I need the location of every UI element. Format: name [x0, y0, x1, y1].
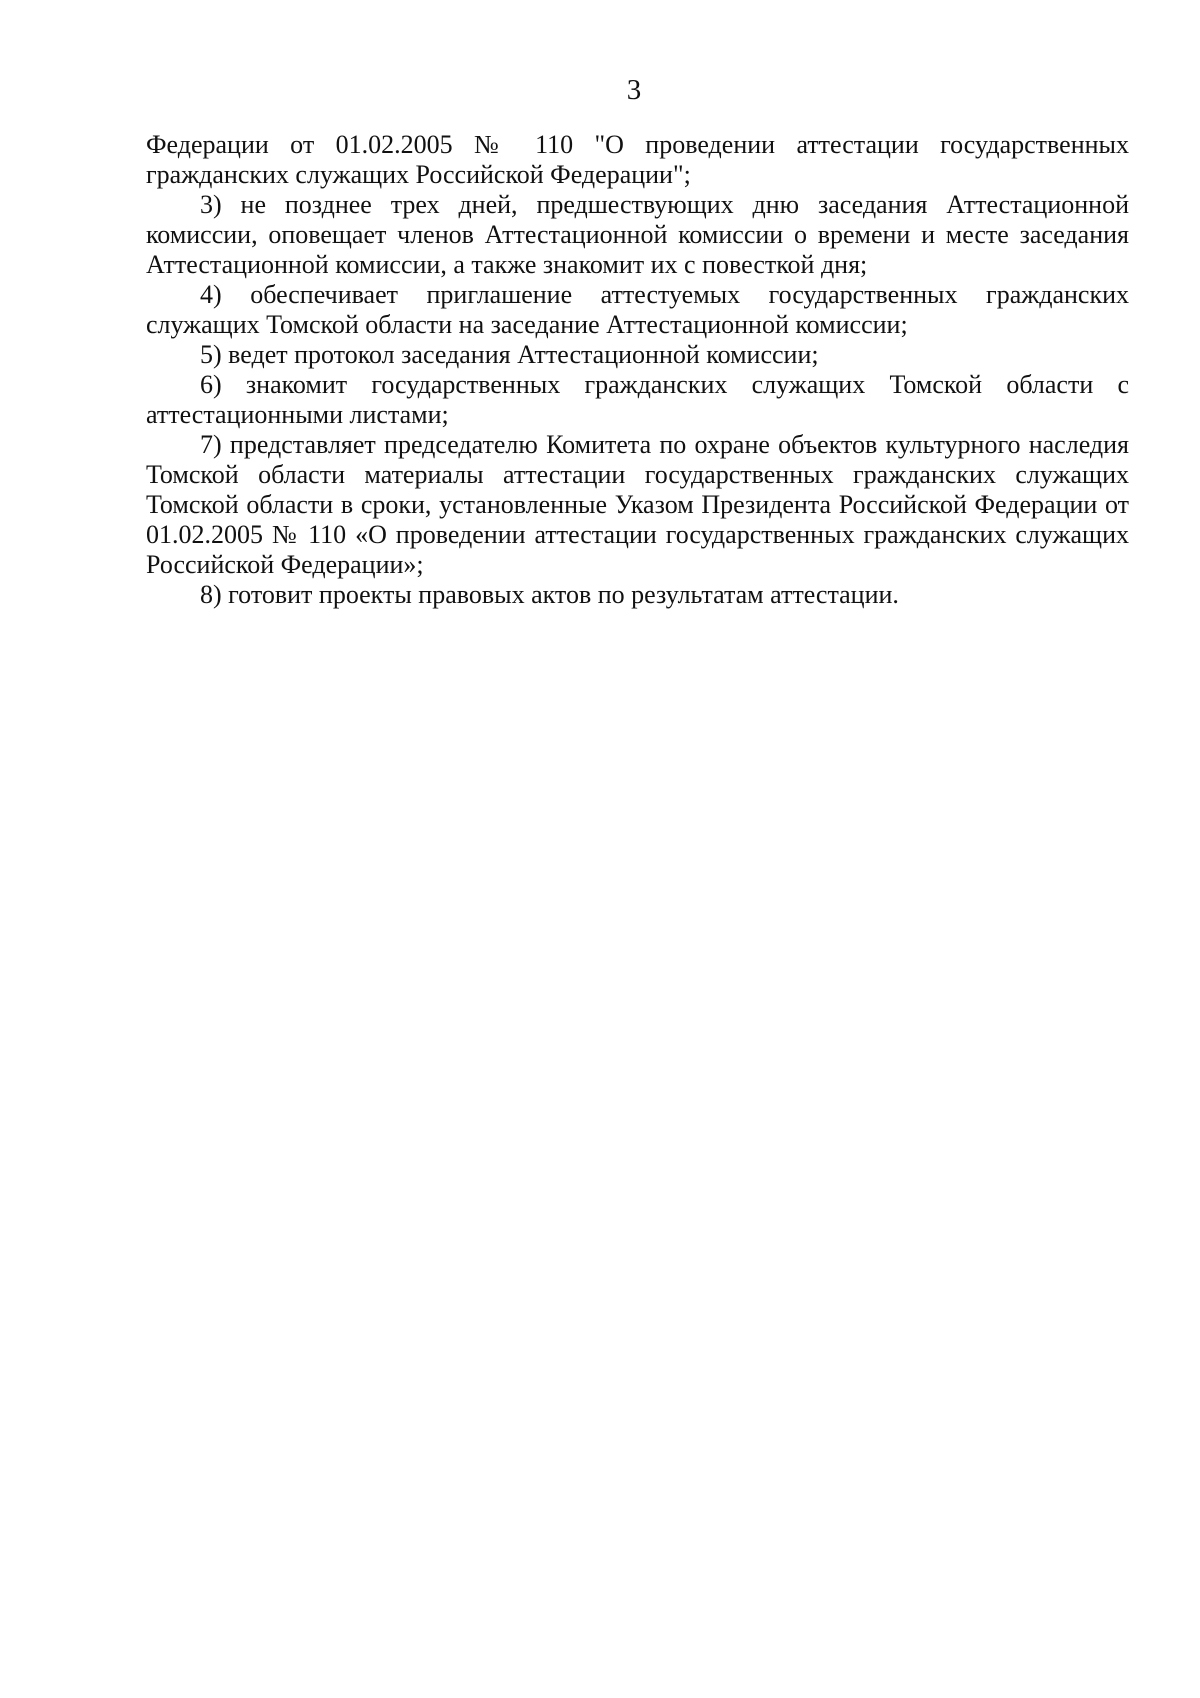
paragraph-item-4: 4) обеспечивает приглашение аттестуемых государственных гражданских служащих Томской области на заседание Аттестационной комиссии; — [146, 280, 1129, 339]
paragraph-item-5: 5) ведет протокол заседания Аттестационной комиссии; — [200, 340, 819, 369]
paragraph-item-7: 7) представляет председателю Комитета по охране объектов культурного наследия Томской области материалы аттестации государственных гражданских служащих Томской области в сроки, установленные Указом Президента Российской Федерации от 01.02.2005 № 110 «О проведении аттестации государственных гражданских служащих Российской Федерации»; — [146, 430, 1129, 579]
paragraph-item-3: 3) не позднее трех дней, предшествующих дню заседания Аттестационной комиссии, оповещает членов Аттестационной комиссии о времени и месте заседания Аттестационной комиссии, а также знакомит их с повесткой дня; — [146, 190, 1129, 279]
paragraph-continuation: Федерации от 01.02.2005 № 110 "О проведении аттестации государственных гражданских служащих Российской Федерации"; — [146, 130, 1129, 189]
paragraph-item-6: 6) знакомит государственных гражданских служащих Томской области с аттестационными листами; — [146, 370, 1129, 429]
page-number: 3 — [626, 74, 642, 106]
document-body — [146, 130, 1129, 610]
paragraph-item-8: 8) готовит проекты правовых актов по результатам аттестации. — [200, 580, 899, 609]
